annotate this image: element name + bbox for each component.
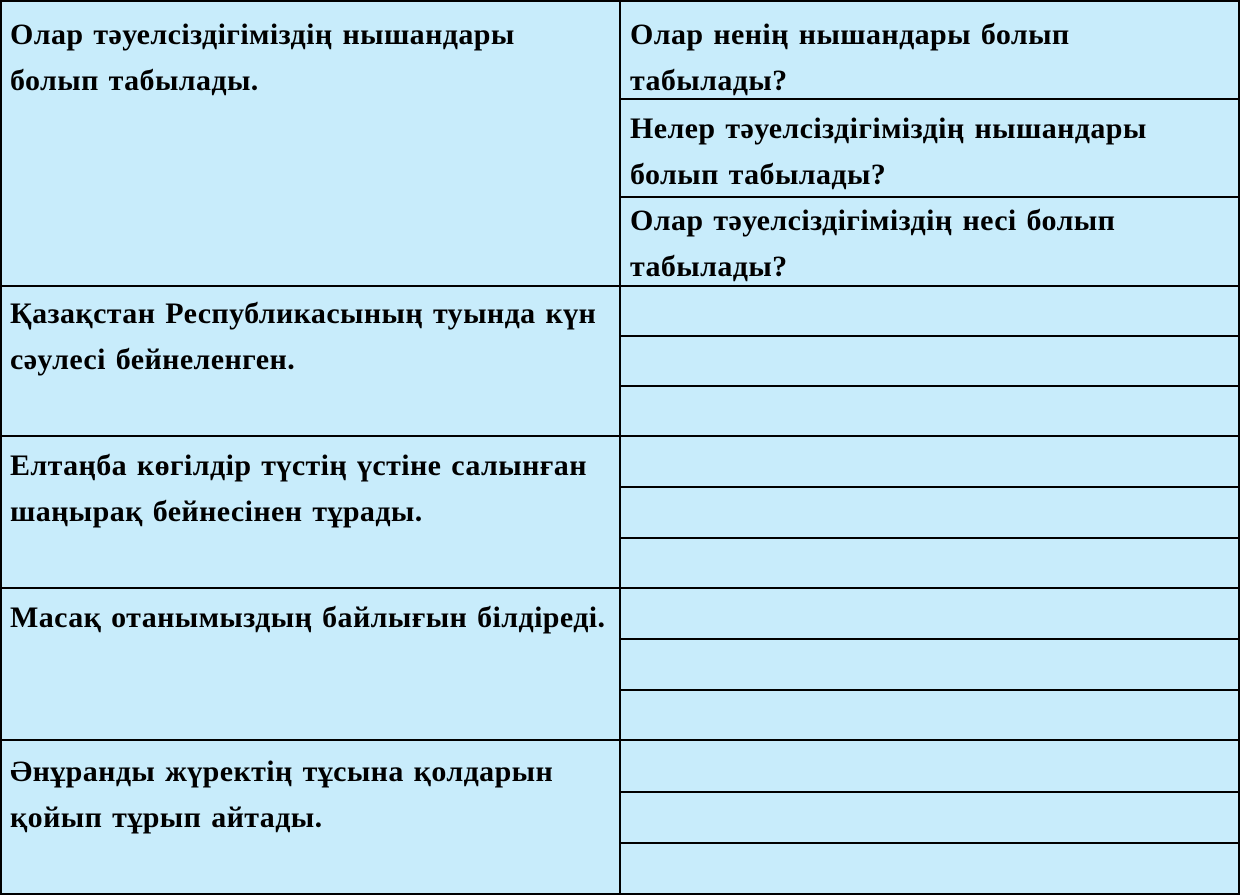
statement-cell-2: Қазақстан Республикасының туында күн сәулесі бейнеленген. [10,297,597,376]
row-line [621,689,1238,691]
row-separator [2,587,1238,589]
row-separator [2,435,1238,437]
row-line [621,486,1238,488]
question-cell-1-1[interactable]: Олар ненің нышандары болып табылады? [630,18,1070,97]
statement-cell-1: Олар тәуелсіздігіміздің нышандары болып табылады. [10,18,515,97]
column-divider [619,2,621,893]
row-line [621,791,1238,793]
question-cell-1-2[interactable]: Нелер тәуелсіздігіміздің нышандары болып табылады? [630,112,1147,191]
statement-cell-5: Әнұранды жүректің тұсына қолдарын қойып тұрып айтады. [10,755,554,834]
question-cell-1-3[interactable]: Олар тәуелсіздігіміздің несі болып табылады? [630,204,1116,283]
row-line [621,537,1238,539]
row-line [621,638,1238,640]
row-line [621,98,1238,100]
row-separator [2,739,1238,741]
row-line [621,842,1238,844]
row-separator [2,285,1238,287]
row-line [621,385,1238,387]
row-line [621,335,1238,337]
statement-cell-3: Елтаңба көгілдір түстің үстіне салынған шаңырақ бейнесінен тұрады. [10,449,587,528]
statement-cell-4: Масақ отанымыздың байлығын білдіреді. [10,601,606,634]
